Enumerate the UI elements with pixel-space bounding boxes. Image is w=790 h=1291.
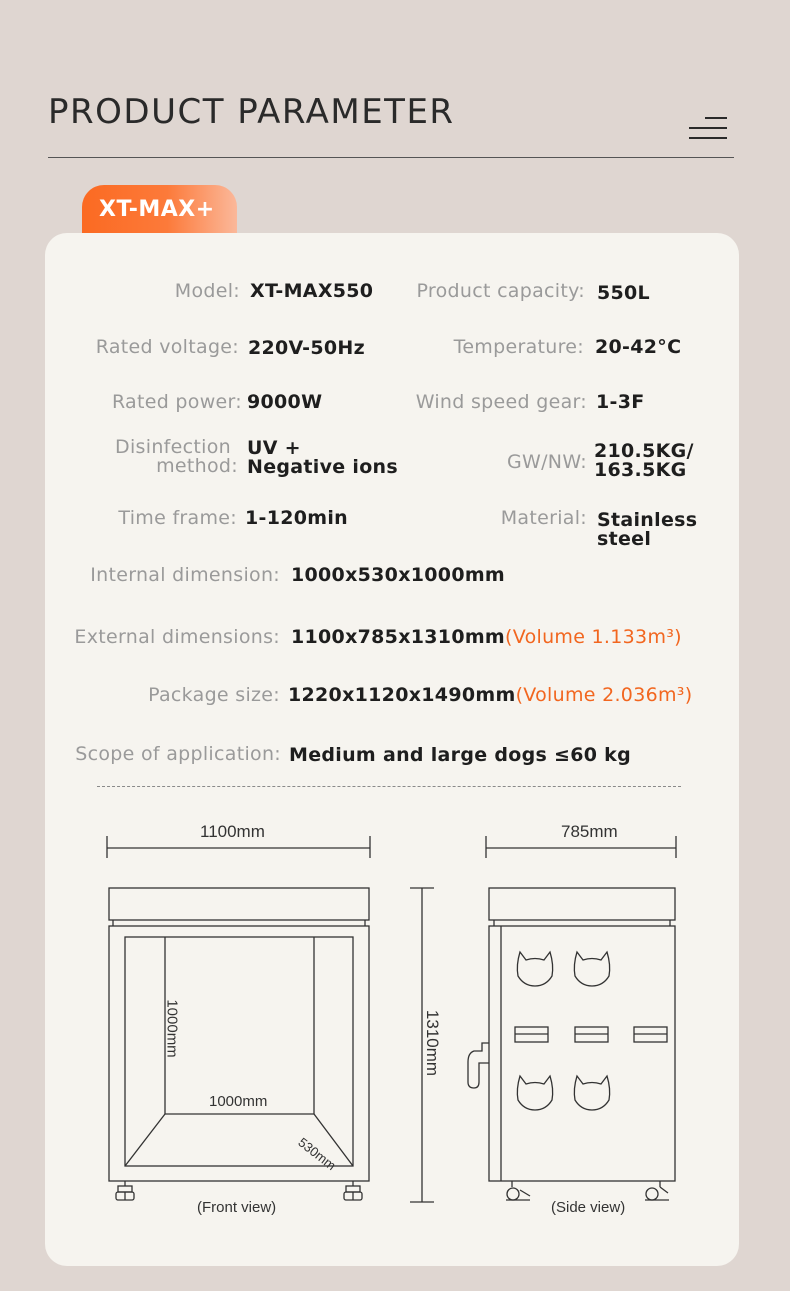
temperature-label: Temperature: bbox=[453, 336, 584, 358]
page-title: PRODUCT PARAMETER bbox=[48, 92, 455, 132]
wind-label: Wind speed gear: bbox=[415, 391, 587, 413]
weight-value-1: 210.5KG/ bbox=[594, 440, 694, 462]
side-view-label: (Side view) bbox=[551, 1199, 626, 1216]
caster-wheel-icon bbox=[506, 1181, 530, 1200]
inner-width-label: 1000mm bbox=[209, 1093, 268, 1110]
caster-wheel-icon bbox=[116, 1181, 134, 1200]
external-volume: (Volume 1.133m³) bbox=[505, 626, 682, 648]
cat-face-window-icon bbox=[574, 952, 609, 986]
inner-depth-label: 530mm bbox=[295, 1134, 339, 1174]
internal-label: Internal dimension: bbox=[90, 564, 280, 586]
power-label: Rated power: bbox=[111, 391, 242, 413]
front-view bbox=[109, 888, 369, 1181]
voltage-label: Rated voltage: bbox=[95, 336, 239, 358]
caster-wheel-icon bbox=[645, 1181, 669, 1200]
cat-face-window-icon bbox=[574, 1076, 609, 1110]
vent-icon bbox=[575, 1027, 608, 1042]
model-label: Model: bbox=[174, 280, 240, 302]
capacity-label: Product capacity: bbox=[416, 280, 585, 302]
internal-value: 1000x530x1000mm bbox=[291, 564, 506, 586]
disinfection-label-2: method: bbox=[156, 455, 238, 477]
external-dimensions: 1100x785x1310mm bbox=[291, 626, 506, 648]
cat-face-window-icon bbox=[517, 1076, 552, 1110]
side-width-label: 785mm bbox=[561, 822, 618, 841]
inner-height-label: 1000mm bbox=[163, 999, 181, 1058]
disinfection-value-1: UV + bbox=[247, 437, 301, 459]
weight-label: GW/NW: bbox=[507, 451, 587, 473]
time-value: 1-120min bbox=[245, 507, 349, 529]
package-dimensions: 1220x1120x1490mm bbox=[288, 684, 516, 706]
front-width-label: 1100mm bbox=[200, 822, 265, 841]
height-label: 1310mm bbox=[423, 1009, 443, 1077]
capacity-value: 550L bbox=[597, 282, 650, 304]
weight-value-2: 163.5KG bbox=[594, 459, 687, 481]
model-value: XT-MAX550 bbox=[250, 280, 374, 302]
disinfection-value-2: Negative ions bbox=[247, 456, 398, 478]
door-handle-icon bbox=[468, 1043, 489, 1088]
wind-value: 1-3F bbox=[596, 391, 645, 413]
scope-label: Scope of application: bbox=[75, 743, 281, 765]
package-volume: (Volume 2.036m³) bbox=[515, 684, 693, 706]
material-value-2: steel bbox=[597, 528, 652, 550]
material-label: Material: bbox=[500, 507, 587, 529]
front-view-label: (Front view) bbox=[197, 1199, 277, 1216]
caster-wheel-icon bbox=[344, 1181, 362, 1200]
package-label: Package size: bbox=[148, 684, 280, 706]
time-label: Time frame: bbox=[118, 507, 237, 529]
temperature-value: 20-42°C bbox=[595, 336, 682, 358]
external-label: External dimensions: bbox=[74, 626, 280, 648]
model-tab[interactable]: XT-MAX+ bbox=[82, 185, 237, 233]
power-value: 9000W bbox=[247, 391, 323, 413]
cat-face-window-icon bbox=[517, 952, 552, 986]
voltage-value: 220V-50Hz bbox=[248, 337, 365, 359]
disinfection-label-1: Disinfection bbox=[115, 436, 231, 458]
material-value-1: Stainless bbox=[597, 509, 698, 531]
scope-value: Medium and large dogs ≤60 kg bbox=[289, 744, 632, 766]
vent-icon bbox=[515, 1027, 548, 1042]
vent-icon bbox=[634, 1027, 667, 1042]
